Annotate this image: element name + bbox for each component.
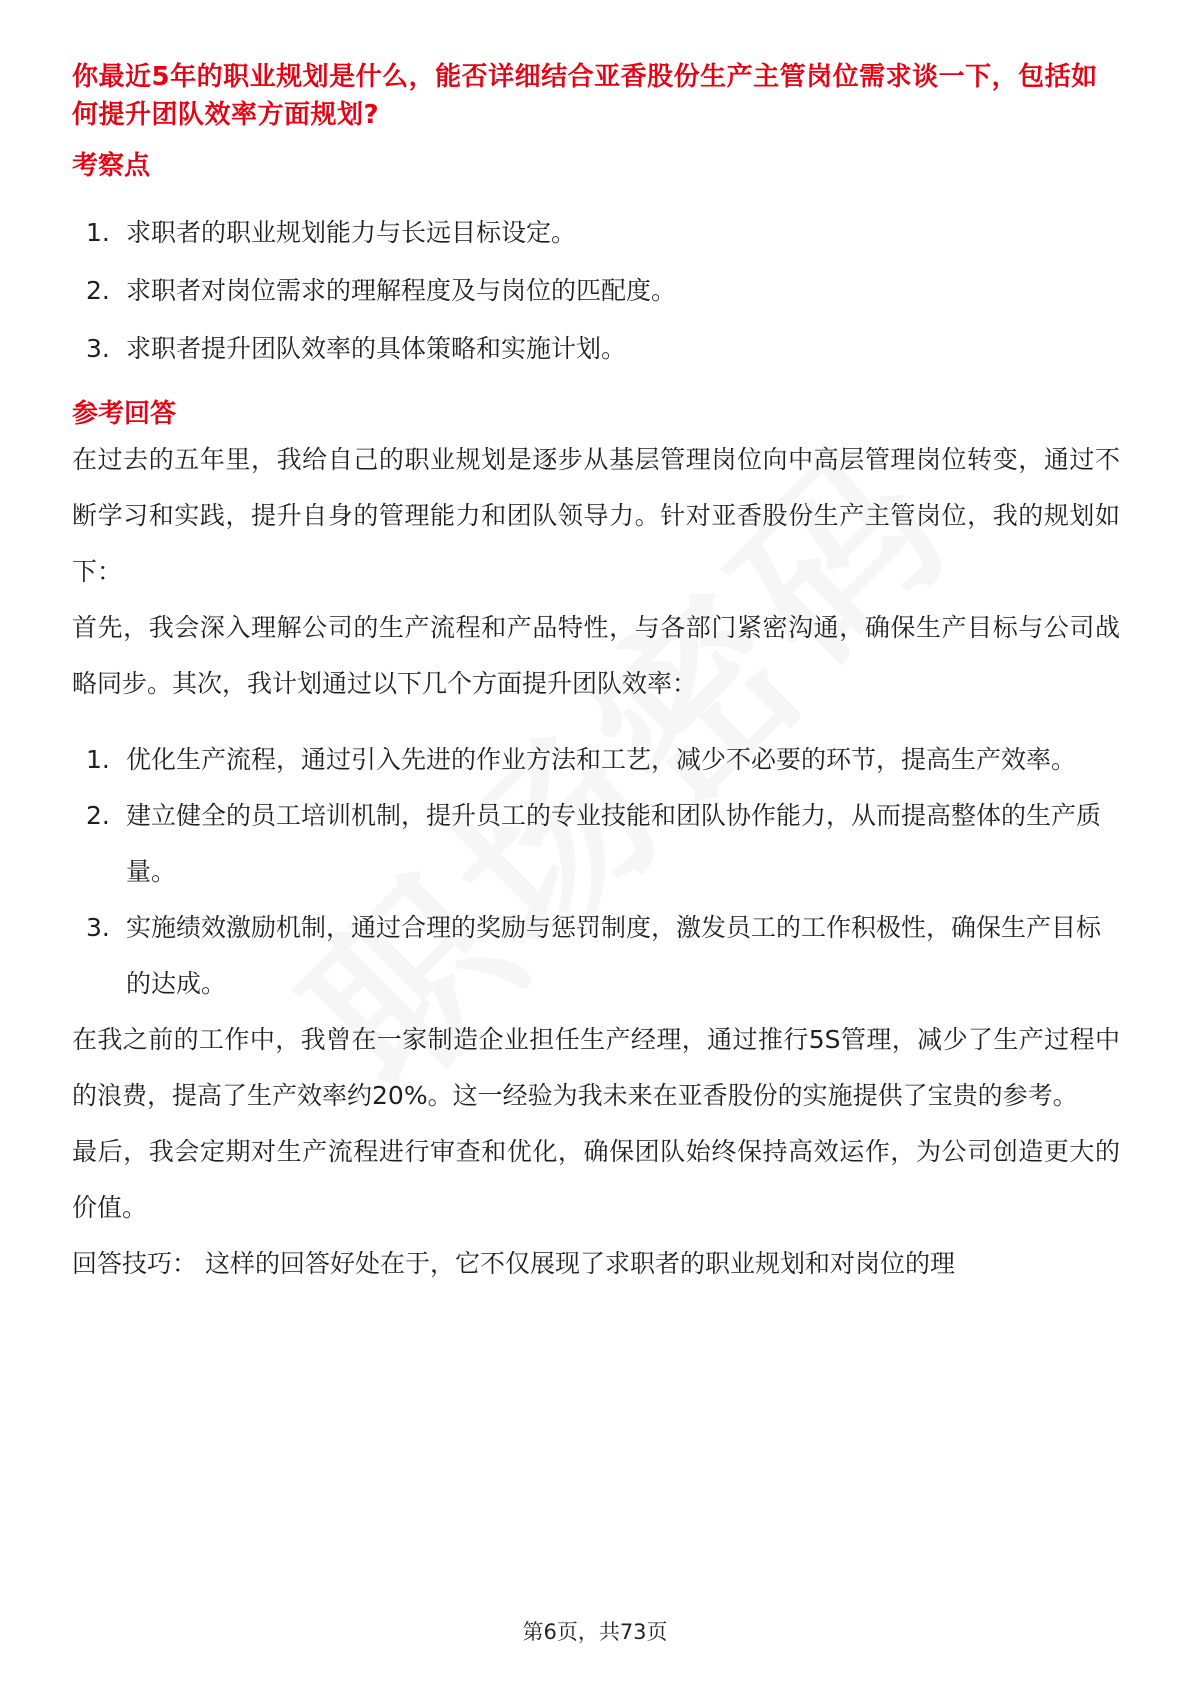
reference-answer-title: 参考回答 [72,399,177,429]
answer-list [72,732,1120,1012]
answer-paragraph-2: 首先，我会深入理解公司的生产流程和产品特性，与各部门紧密沟通，确保生产目标与公司战略同步。其次，我计划通过以下几个方面提升团队效率： [72,613,1120,698]
list-item [72,332,1120,366]
list-number: 2. [86,801,110,830]
list-number: 3. [86,913,110,942]
page-footer: 第6页，共73页 [522,1620,668,1644]
list-number: 1. [86,745,110,774]
list-number: 3. [86,334,110,363]
answer-tips-paragraph: 回答技巧： 这样的回答好处在于，它不仅展现了求职者的职业规划和对岗位的理 [72,1249,955,1278]
list-text: 建立健全的员工培训机制，提升员工的专业技能和团队协作能力，从而提高整体的生产质量。 [126,801,1102,886]
question-heading: 你最近5年的职业规划是什么，能否详细结合亚香股份生产主管岗位需求谈一下，包括如何提升团队效率方面规划? [72,62,1098,130]
answer-paragraph-3: 在我之前的工作中，我曾在一家制造企业担任生产经理，通过推行5S管理，减少了生产过程中的浪费，提高了生产效率约20%。这一经验为我未来在亚香股份的实施提供了宝贵的参考。 [72,1025,1120,1110]
list-item [72,216,1120,250]
check-points-title: 考察点 [72,151,151,181]
list-item [72,732,1120,788]
list-text: 求职者提升团队效率的具体策略和实施计划。 [126,334,627,363]
list-number: 2. [86,276,110,305]
list-item [72,900,1120,1012]
list-item [72,788,1120,900]
check-points-list [72,216,1120,366]
list-text: 优化生产流程，通过引入先进的作业方法和工艺，减少不必要的环节，提高生产效率。 [126,745,1077,774]
list-item [72,274,1120,308]
answer-paragraph-1: 在过去的五年里，我给自己的职业规划是逐步从基层管理岗位向中高层管理岗位转变，通过不断学习和实践，提升自身的管理能力和团队领导力。针对亚香股份生产主管岗位，我的规划如下： [72,445,1120,586]
list-text: 求职者的职业规划能力与长远目标设定。 [126,218,577,247]
list-number: 1. [86,218,110,247]
list-text: 实施绩效激励机制，通过合理的奖励与惩罚制度，激发员工的工作积极性，确保生产目标的达成。 [126,913,1102,998]
list-text: 求职者对岗位需求的理解程度及与岗位的匹配度。 [126,276,677,305]
answer-paragraph-4: 最后，我会定期对生产流程进行审查和优化，确保团队始终保持高效运作，为公司创造更大的价值。 [72,1137,1120,1222]
document-page [72,58,1120,1292]
